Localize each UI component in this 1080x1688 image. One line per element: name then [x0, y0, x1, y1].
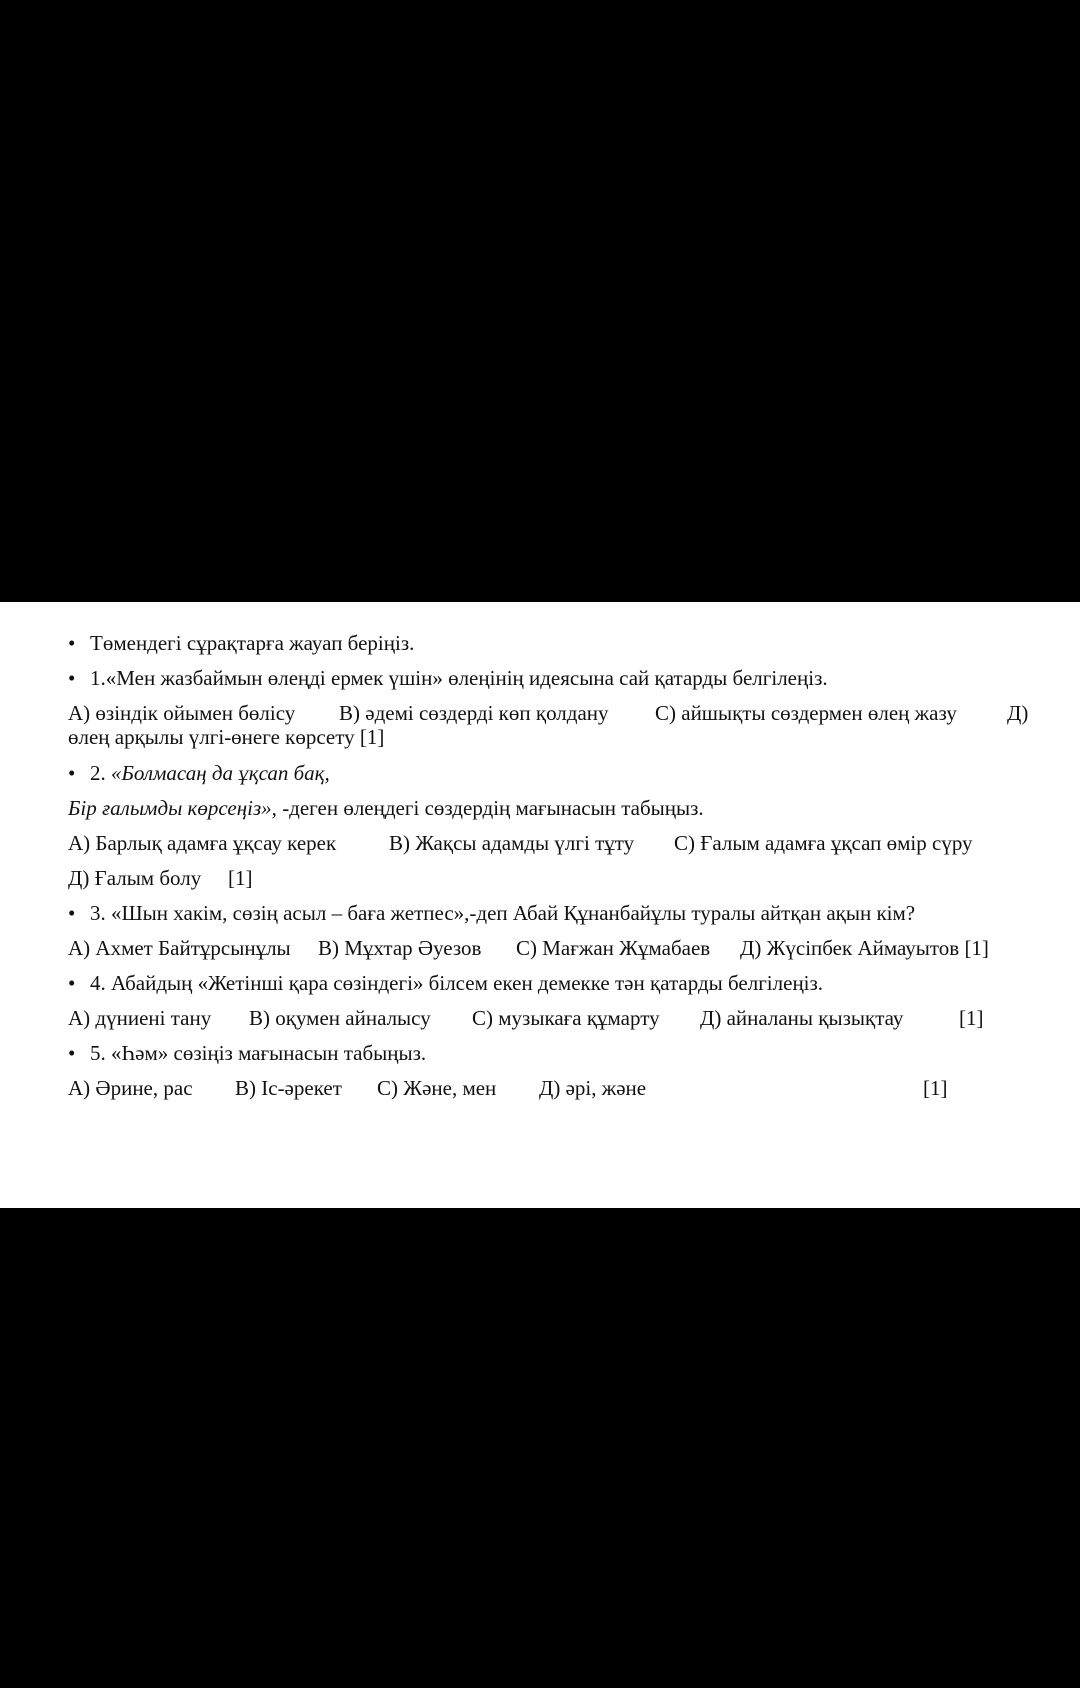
question-4: • 4. Абайдың «Жетінші қара сөзіндегі» білсем екен демекке тән қатарды белгілеңіз.	[68, 970, 823, 996]
q4-option-d: Д) айналаны қызықтау	[700, 1006, 904, 1030]
q1-option-c: С) айшықты сөздермен өлең жазу	[655, 701, 957, 725]
q2-option-a: А) Барлық адамға ұқсау керек	[68, 831, 337, 855]
q2-option-c: С) Ғалым адамға ұқсап өмір сүру	[674, 831, 973, 855]
question-5: • 5. «Һәм» сөзіңіз мағынасын табыңыз.	[68, 1040, 426, 1066]
q3-option-a: А) Ахмет Байтұрсынұлы	[68, 936, 291, 960]
q2-rest: -деген өлеңдегі сөздердің мағынасын табыңыз.	[282, 796, 704, 820]
q2-quote-line-1: «Болмасаң да ұқсап бақ,	[111, 761, 330, 785]
question-3: • 3. «Шын хакім, сөзің асыл – баға жетпес»,-деп Абай Құнанбайұлы туралы айтқан ақын кім?	[68, 900, 915, 926]
instruction: • Төмендегі сұрақтарға жауап беріңіз.	[68, 630, 414, 656]
q5-option-d: Д) әрі, және	[539, 1076, 647, 1100]
document-page	[0, 602, 1080, 1208]
q5-mark: [1]	[923, 1076, 948, 1100]
q2-option-d: Д) Ғалым болу	[68, 866, 202, 890]
q3-option-b: В) Мұхтар Әуезов	[318, 936, 482, 960]
q4-option-a: А) дүниені тану	[68, 1006, 212, 1030]
q4-mark: [1]	[959, 1006, 984, 1030]
q1-option-a: А) өзіндік ойымен бөлісу	[68, 701, 296, 725]
q3-option-d: Д) Жүсіпбек Аймауытов [1]	[740, 936, 989, 960]
question-2-continued	[68, 795, 704, 821]
q5-option-a: А) Әрине, рас	[68, 1076, 193, 1100]
question-2	[68, 760, 330, 786]
q2-option-b: В) Жақсы адамды үлгі тұту	[389, 831, 635, 855]
q5-option-c: С) Және, мен	[377, 1076, 497, 1100]
q2-mark: [1]	[228, 866, 253, 890]
q2-number: 2.	[90, 761, 106, 785]
question-1: • 1.«Мен жазбаймын өлеңді ермек үшін» өлеңінің идеясына сай қатарды белгілеңіз.	[68, 665, 828, 691]
q1-option-b: В) әдемі сөздерді көп қолдану	[339, 701, 609, 725]
q1-option-d-continued: өлең арқылы үлгі-өнеге көрсету [1]	[68, 725, 385, 749]
q4-option-b: В) оқумен айналысу	[249, 1006, 431, 1030]
q5-option-b: В) Іс-әрекет	[235, 1076, 342, 1100]
q2-quote-line-2: Бір ғалымды көрсеңіз»,	[68, 796, 277, 820]
q3-option-c: С) Мағжан Жұмабаев	[516, 936, 711, 960]
q4-option-c: С) музыкаға құмарту	[472, 1006, 660, 1030]
q1-option-d: Д)	[1007, 701, 1029, 725]
